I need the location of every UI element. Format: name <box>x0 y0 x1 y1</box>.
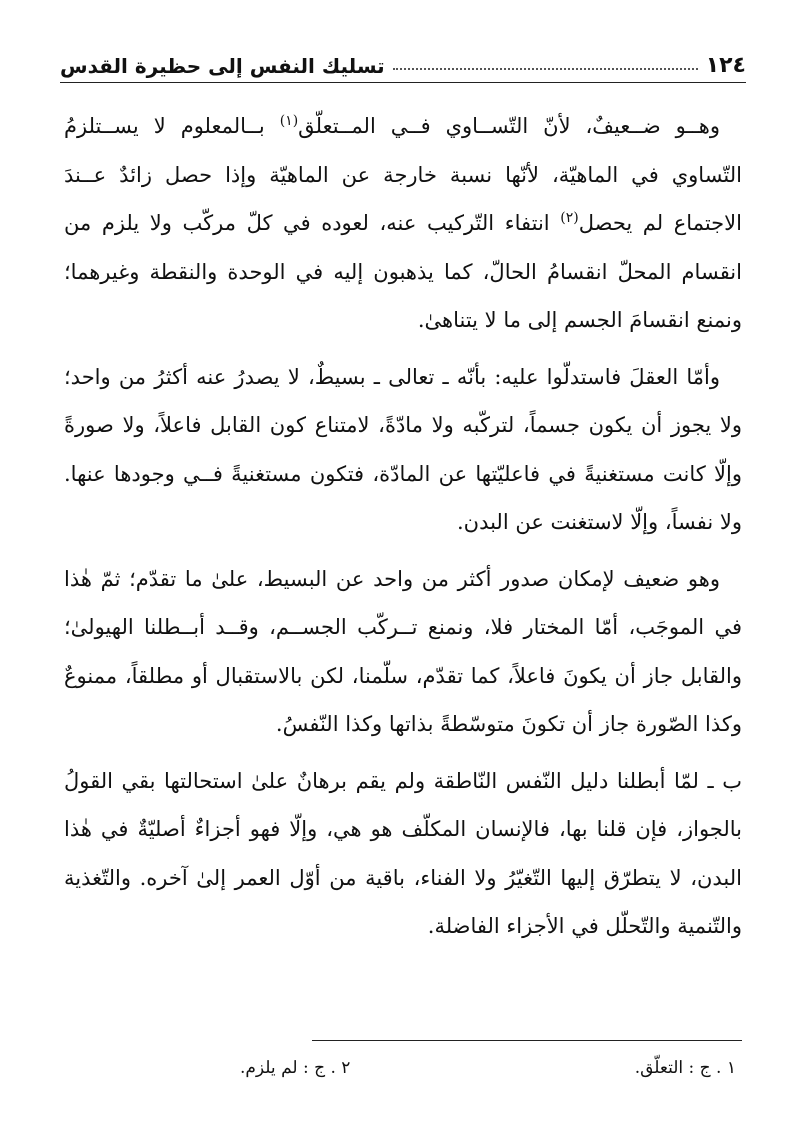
paragraph-3: وهو ضعيف لإمكان صدور أكثر من واحد عن البسيط، علىٰ ما تقدّم؛ ثمّ هٰذا في الموجَب، أمّا المختار فلا، ونمنع تــركّب الجســم، وقــد أبــطلنا الهيولىٰ؛ والقابل جاز أن يكونَ فاعلاً، كما تقدّم، سلّمنا، لكن بالاستقبال أو مطلقاً، ممنوعٌ وكذا الصّورة جاز أن تكونَ متوسّطةً بذاتها وكذا النّفسُ. <box>64 566 742 736</box>
footnote-rule <box>312 1040 742 1041</box>
paragraph-2: وأمّا العقلَ فاستدلّوا عليه: بأنّه ـ تعالى ـ بسيطٌ، لا يصدرُ عنه أكثرُ من واحد؛ ولا يجوز أن يكون جسماً، لتركّبه ولا مادّةً، لامتناع كون القابل فاعلاً، ولا صورةً وإلّا كانت مستغنيةً في فاعليّتها عن المادّة، فتكون مستغنيةً فــي وجودها عنها. ولا نفساً، وإلّا لاستغنت عن البدن. <box>64 364 742 534</box>
footnote-1: ١ . ج : التعلّق. <box>634 1058 736 1078</box>
header-rule <box>60 82 746 83</box>
footnote-2: ٢ . ج : لم يلزم. <box>240 1058 351 1078</box>
paragraph-1-part-c: انتفاء التّركيب عنه، لعوده في كلّ مركّب ولا يلزم من انقسام المحلّ انقسامُ الحالّ، كما يذهبون إليه في الوحدة والنقطة وغيرهما؛ ونمنع انقسامَ الجسم إلى ما لا يتناهىٰ. <box>64 211 742 332</box>
running-title: تسليك النفس إلى حظيرة القدس <box>60 54 385 78</box>
footnote-marker-2: (٢) <box>560 210 579 226</box>
paragraph-1 <box>64 102 742 345</box>
paragraph-4: ب ـ لمّا أبطلنا دليل النّفس النّاطقة ولم يقم برهانٌ علىٰ استحالتها بقي القولُ بالجواز، فإن قلنا بها، فالإنسان المكلّف هو هي، وإلّا فهو أجزاءٌ أصليّةٌ في هٰذا البدن، لا يتطرّق إليها التّغيّرُ ولا الفناء، باقية من أوّل العمر إلىٰ آخره. والتّغذية والتّنمية والتّحلّل في الأجزاء الفاضلة. <box>64 768 742 938</box>
header-dot-leader <box>393 68 698 70</box>
running-header <box>60 38 746 78</box>
main-text <box>64 102 742 959</box>
paragraph-1-part-b: بــالمعلوم لا يســتلزمُ التّساوي في الماهيّة، لأنّها نسبة خارجة عن الماهيّة وإذا حصل زائدٌ عــندَ الاجتماع لم يحصل <box>64 114 742 235</box>
page-number: ١٢٤ <box>705 53 746 78</box>
footnote-marker-1: (١) <box>279 113 299 129</box>
footnotes <box>240 1058 736 1078</box>
paragraph-1-part-a: وهــو ضــعيفٌ، لأنّ التّســاوي فــي المــتعلّق <box>298 114 720 138</box>
